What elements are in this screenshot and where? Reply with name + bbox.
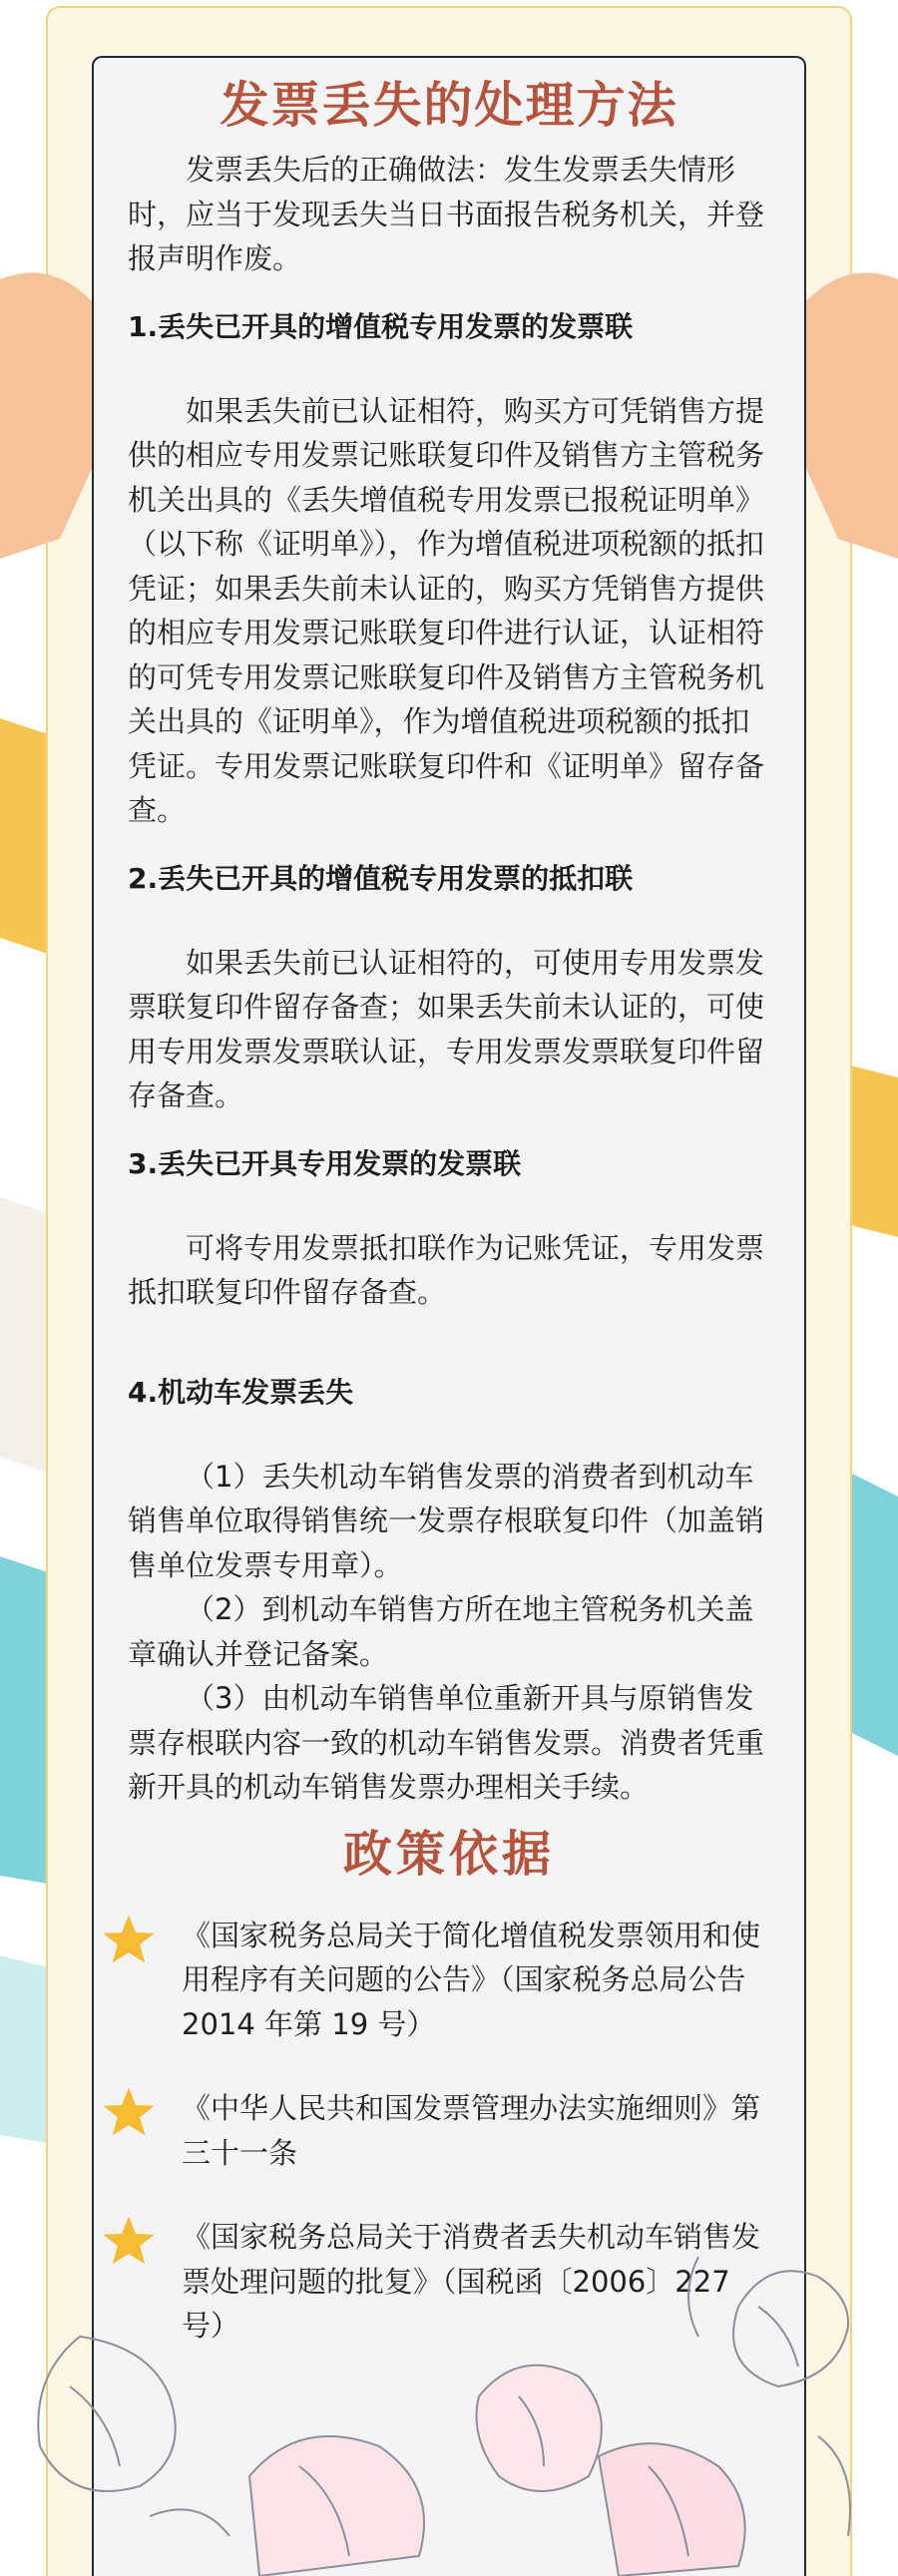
star-icon — [100, 2084, 158, 2140]
section-heading-2: 2.丢失已开具的增值税专用发票的抵扣联 — [128, 861, 634, 895]
page-title: 发票丢失的处理方法 — [220, 77, 678, 134]
policy-item-text: 《国家税务总局关于简化增值税发票领用和使用程序有关问题的公告》（国家税务总局公告 2014 年第 19 号） — [182, 1918, 761, 2041]
section-heading-4: 4.机动车发票丢失 — [128, 1375, 354, 1409]
policy-item — [128, 1914, 770, 2047]
policy-item-text: 《国家税务总局关于消费者丢失机动车销售发票处理问题的批复》（国税函〔2006〕227 号） — [182, 2220, 761, 2343]
section-paragraph: （1）丢失机动车销售发票的消费者到机动车销售单位取得销售统一发票存根联复印件（加盖销售单位发票专用章）。 — [128, 1459, 765, 1582]
content-card — [92, 56, 806, 2576]
section-heading-3: 3.丢失已开具专用发票的发票联 — [128, 1146, 522, 1180]
policy-title: 政策依据 — [342, 1825, 555, 1883]
section-paragraph: （3）由机动车销售单位重新开具与原销售发票存根联内容一致的机动车销售发票。消费者凭重新开具的机动车销售发票办理相关手续。 — [128, 1681, 765, 1804]
section-paragraph: 可将专用发票抵扣联作为记账凭证，专用发票抵扣联复印件留存备查。 — [128, 1230, 765, 1309]
section-paragraph: 如果丢失前已认证相符，购买方可凭销售方提供的相应专用发票记账联复印件及销售方主管税务机关出具的《丢失增值税专用发票已报税证明单》（以下称《证明单》），作为增值税进项税额的抵扣凭证；如果丢失前未认证的，购买方凭销售方提供的相应专用发票记账联复印件进行认证，认证相符的可凭专用发票记账联复印件及销售方主管税务机关出具的《证明单》，作为增值税进项税额的抵扣凭证。专用发票记账联复印件和《证明单》留存备查。 — [128, 393, 765, 827]
policy-item — [128, 2086, 770, 2175]
section-heading-1: 1.丢失已开具的增值税专用发票的发票联 — [128, 309, 634, 343]
policy-item-text: 《中华人民共和国发票管理办法实施细则》第三十一条 — [182, 2091, 761, 2170]
star-icon — [100, 1912, 158, 1967]
intro-paragraph: 发票丢失后的正确做法：发生发票丢失情形时，应当于发现丢失当日书面报告税务机关，并登报声明作废。 — [128, 153, 765, 275]
section-paragraph: （2）到机动车销售方所在地主管税务机关盖章确认并登记备案。 — [128, 1592, 754, 1671]
flower-illustration — [0, 2217, 898, 2576]
section-paragraph: 如果丢失前已认证相符的，可使用专用发票发票联复印件留存备查；如果丢失前未认证的，可使用专用发票发票联认证，专用发票发票联复印件留存备查。 — [128, 945, 765, 1112]
